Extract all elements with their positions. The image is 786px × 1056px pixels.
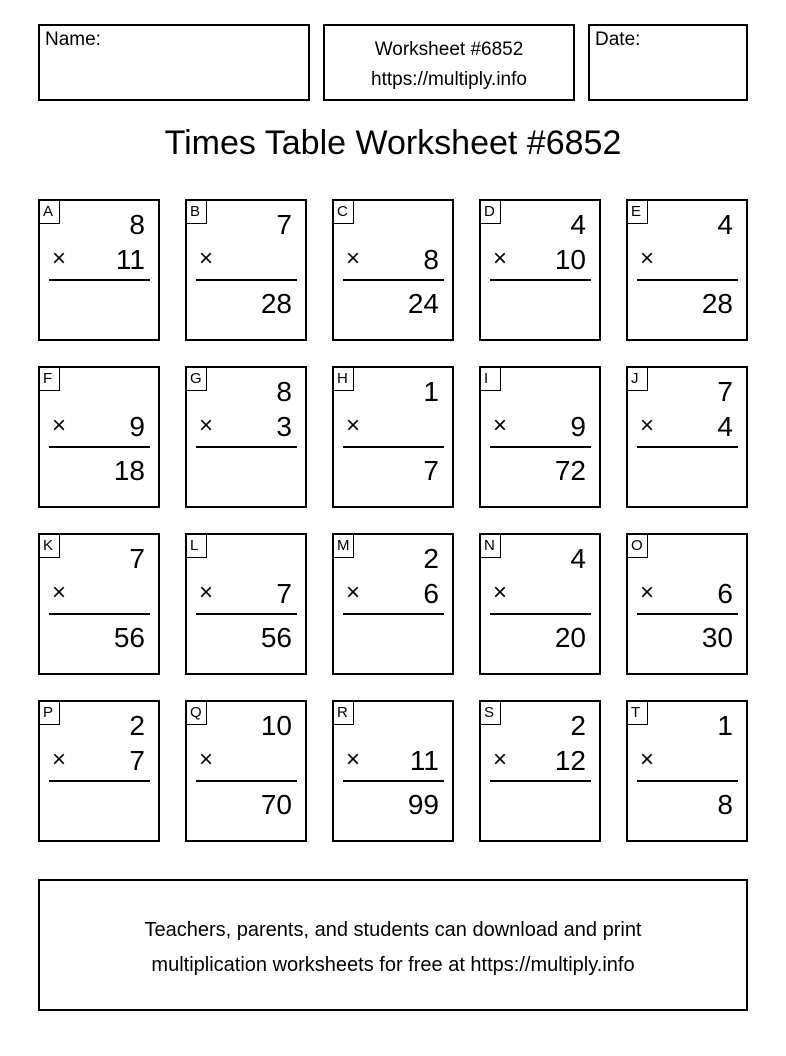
problem-box [332, 700, 454, 842]
problem-answer: 28 [701, 288, 733, 319]
problem-answer: 28 [260, 288, 292, 319]
worksheet-number: Worksheet #6852 [374, 39, 524, 60]
problem-top-number: 7 [129, 543, 145, 574]
answer-rule [343, 446, 444, 448]
answer-rule [343, 279, 444, 281]
problem-top-number: 1 [423, 376, 439, 407]
problem-letter: M [334, 535, 354, 558]
footer-line-1: Teachers, parents, and students can download and print [144, 919, 642, 941]
answer-rule [49, 780, 150, 782]
problem-letter: P [40, 702, 60, 725]
problem-top-number: 8 [129, 209, 145, 240]
problem-letter: A [40, 201, 60, 224]
answer-rule [196, 279, 297, 281]
problem-top-number: 1 [717, 710, 733, 741]
problem-box [626, 199, 748, 341]
worksheet-url: https://multiply.info [371, 69, 527, 90]
answer-rule [637, 613, 738, 615]
name-field-box [38, 24, 310, 101]
problem-answer: 8 [717, 789, 733, 820]
problem-box [479, 366, 601, 508]
times-sign: × [640, 746, 655, 773]
problem-letter: E [628, 201, 648, 224]
answer-rule [637, 780, 738, 782]
answer-rule [49, 279, 150, 281]
problem-box [332, 366, 454, 508]
problem-letter: Q [187, 702, 207, 725]
date-field-box [588, 24, 748, 101]
answer-rule [343, 613, 444, 615]
times-sign: × [493, 412, 508, 439]
date-label: Date: [595, 29, 641, 50]
problem-letter: R [334, 702, 354, 725]
footer-line-2: multiplication worksheets for free at https://multiply.info [151, 954, 635, 976]
answer-rule [196, 780, 297, 782]
problem-box [185, 199, 307, 341]
answer-rule [490, 446, 591, 448]
problem-answer: 99 [407, 789, 439, 820]
problem-letter: L [187, 535, 207, 558]
times-sign: × [640, 412, 655, 439]
problem-bottom-number: 3 [276, 411, 292, 442]
times-sign: × [199, 746, 214, 773]
problem-box [479, 199, 601, 341]
problem-letter: F [40, 368, 60, 391]
problem-letter: G [187, 368, 207, 391]
problem-answer: 56 [260, 622, 292, 653]
problem-letter: B [187, 201, 207, 224]
problem-bottom-number: 4 [717, 411, 733, 442]
worksheet-info-box [323, 24, 575, 101]
problem-box [185, 533, 307, 675]
footer-box [38, 879, 748, 1011]
problem-box [626, 366, 748, 508]
problem-box [332, 199, 454, 341]
problem-letter: H [334, 368, 354, 391]
problem-answer: 18 [113, 455, 145, 486]
problem-box [38, 199, 160, 341]
problem-letter: K [40, 535, 60, 558]
times-sign: × [640, 245, 655, 272]
problem-letter: S [481, 702, 501, 725]
problem-bottom-number: 9 [129, 411, 145, 442]
problem-top-number: 10 [260, 710, 292, 741]
problem-box [479, 533, 601, 675]
problem-top-number: 8 [276, 376, 292, 407]
problem-top-number: 2 [423, 543, 439, 574]
problem-answer: 20 [554, 622, 586, 653]
answer-rule [637, 279, 738, 281]
answer-rule [637, 446, 738, 448]
times-sign: × [52, 579, 67, 606]
times-sign: × [52, 245, 67, 272]
problem-answer: 56 [113, 622, 145, 653]
times-sign: × [199, 412, 214, 439]
problem-bottom-number: 11 [115, 244, 145, 275]
problem-bottom-number: 7 [129, 745, 145, 776]
problem-top-number: 4 [570, 543, 586, 574]
problem-box [332, 533, 454, 675]
problem-bottom-number: 9 [570, 411, 586, 442]
problem-letter: J [628, 368, 648, 391]
problem-answer: 72 [554, 455, 586, 486]
problem-box [38, 700, 160, 842]
answer-rule [196, 446, 297, 448]
name-label: Name: [45, 29, 101, 50]
problem-bottom-number: 12 [554, 745, 586, 776]
answer-rule [196, 613, 297, 615]
page-title: Times Table Worksheet #6852 [164, 124, 622, 162]
times-sign: × [346, 746, 361, 773]
answer-rule [490, 279, 591, 281]
problem-top-number: 4 [570, 209, 586, 240]
answer-rule [490, 613, 591, 615]
times-sign: × [346, 412, 361, 439]
problem-bottom-number: 6 [717, 578, 733, 609]
problem-top-number: 2 [570, 710, 586, 741]
problem-letter: T [628, 702, 648, 725]
times-sign: × [493, 746, 508, 773]
problem-box [185, 700, 307, 842]
times-sign: × [640, 579, 655, 606]
problem-bottom-number: 7 [276, 578, 292, 609]
problem-letter: N [481, 535, 501, 558]
problem-answer: 7 [423, 455, 439, 486]
problem-box [38, 366, 160, 508]
problem-letter: C [334, 201, 354, 224]
problem-top-number: 4 [717, 209, 733, 240]
times-sign: × [493, 245, 508, 272]
answer-rule [49, 613, 150, 615]
problem-letter: I [481, 368, 501, 391]
times-sign: × [52, 412, 67, 439]
problem-bottom-number: 8 [423, 244, 439, 275]
times-sign: × [52, 746, 67, 773]
problem-box [38, 533, 160, 675]
problem-answer: 30 [701, 622, 733, 653]
problem-answer: 24 [407, 288, 439, 319]
problem-top-number: 2 [129, 710, 145, 741]
answer-rule [343, 780, 444, 782]
times-sign: × [199, 579, 214, 606]
problem-letter: O [628, 535, 648, 558]
problem-bottom-number: 11 [409, 745, 439, 776]
problem-box [626, 533, 748, 675]
problem-top-number: 7 [276, 209, 292, 240]
problem-bottom-number: 10 [554, 244, 586, 275]
times-sign: × [199, 245, 214, 272]
problem-answer: 70 [260, 789, 292, 820]
times-sign: × [493, 579, 508, 606]
answer-rule [49, 446, 150, 448]
problem-box [185, 366, 307, 508]
problem-letter: D [481, 201, 501, 224]
problem-box [479, 700, 601, 842]
problem-box [626, 700, 748, 842]
times-sign: × [346, 245, 361, 272]
problem-bottom-number: 6 [423, 578, 439, 609]
problem-top-number: 7 [717, 376, 733, 407]
times-sign: × [346, 579, 361, 606]
answer-rule [490, 780, 591, 782]
